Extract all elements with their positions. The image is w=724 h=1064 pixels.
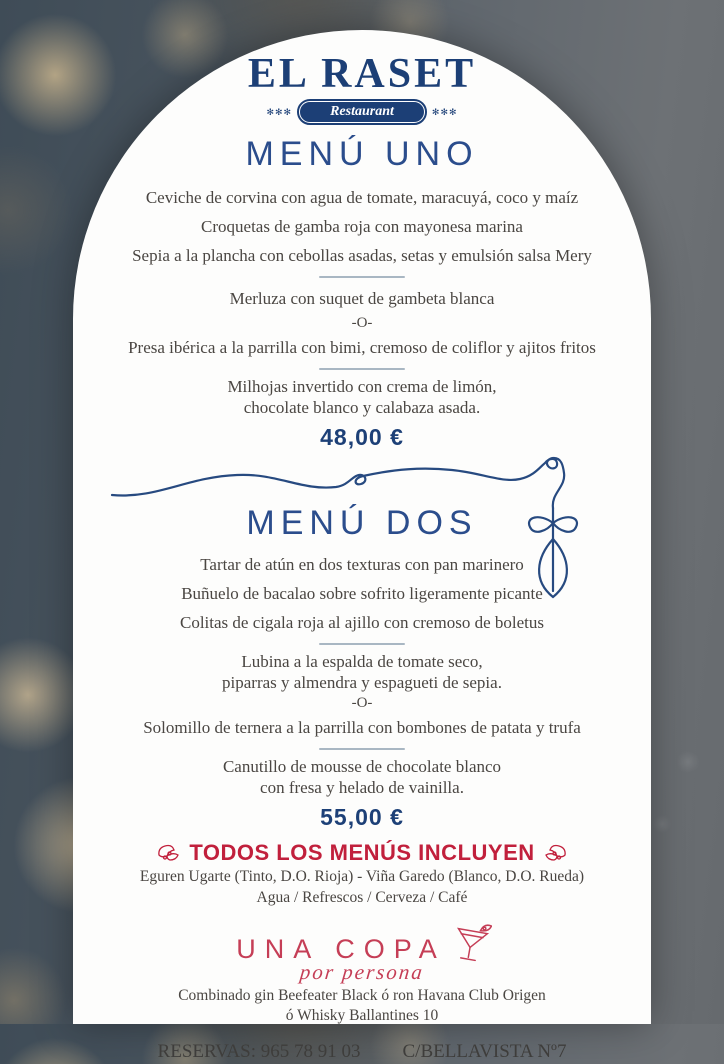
menu-dos-items: [73, 550, 651, 798]
menu-dos-price: 55,00 €: [320, 804, 404, 830]
divider: [319, 643, 405, 645]
menu-uno-price: 48,00 €: [320, 424, 404, 450]
copa-combinado: Combinado gin Beefeater Black ó ron Havana Club Origen: [178, 987, 546, 1004]
logo-subtitle-row: [73, 99, 651, 125]
dish-item: Buñuelo de bacalao sobre sofrito ligeramente picante: [181, 584, 543, 603]
dish-item: Sepia a la plancha con cebollas asadas, setas y emulsión salsa Mery: [132, 246, 592, 265]
cocktail-icon: [450, 920, 492, 964]
divider: [319, 276, 405, 278]
or-separator: -O-: [351, 695, 373, 711]
dish-item: Ceviche de corvina con agua de tomate, maracuyá, coco y maíz: [145, 188, 579, 207]
flourish-left-icon: ✻✻✻: [266, 106, 293, 117]
copa-section: [73, 914, 651, 1026]
menu-dos-title: MENÚ DOS: [246, 504, 478, 542]
address: C/BELLAVISTA Nº7: [402, 1041, 567, 1062]
footer-row: [73, 1040, 651, 1064]
reservations-phone: RESERVAS: 965 78 91 03: [157, 1041, 361, 1062]
menu-uno-title: MENÚ UNO: [245, 135, 479, 173]
menu-uno-items: [73, 183, 651, 418]
menu-card: [73, 30, 651, 1062]
dish-item: piparras y almendra y espagueti de sepia.: [222, 673, 502, 692]
dish-item: Canutillo de mousse de chocolate blanco: [222, 757, 502, 776]
dish-item: Presa ibérica a la parrilla con bimi, cremoso de coliflor y ajitos fritos: [128, 338, 596, 357]
divider: [319, 368, 405, 370]
dish-item: chocolate blanco y calabaza asada.: [243, 398, 481, 417]
decorative-divider: [73, 453, 651, 503]
or-separator: -O-: [351, 315, 373, 331]
dish-item: con fresa y helado de vainilla.: [260, 778, 464, 797]
included-drinks: Agua / Refrescos / Cerveza / Café: [256, 889, 468, 906]
restaurant-logo: EL RASET: [247, 51, 477, 97]
includes-heading: TODOS LOS MENÚS INCLUYEN: [189, 840, 535, 865]
dish-item: Milhojas invertido con crema de limón,: [227, 377, 497, 396]
copa-subtitle: por persona: [298, 960, 426, 984]
dish-item: Croquetas de gamba roja con mayonesa marina: [201, 217, 523, 236]
holly-right-icon: [543, 842, 567, 864]
dish-item: Merluza con suquet de gambeta blanca: [229, 289, 495, 308]
copa-title: UNA COPA: [236, 934, 446, 964]
dish-item: Tartar de atún en dos texturas con pan marinero: [200, 555, 524, 574]
restaurant-badge: Restaurant: [299, 101, 425, 123]
dish-item: Colitas de cigala roja al ajillo con cremoso de boletus: [180, 613, 544, 632]
holly-left-icon: [157, 842, 181, 864]
includes-heading-row: [73, 840, 651, 866]
copa-whisky: ó Whisky Ballantines 10: [285, 1007, 439, 1024]
dish-item: Lubina a la espalda de tomate seco,: [241, 652, 483, 671]
dish-item: Solomillo de ternera a la parrilla con bombones de patata y trufa: [143, 718, 581, 737]
included-wines: Eguren Ugarte (Tinto, D.O. Rioja) - Viña Garedo (Blanco, D.O. Rueda): [139, 868, 585, 885]
flourish-right-icon: ✻✻✻: [431, 106, 458, 117]
divider: [319, 748, 405, 750]
